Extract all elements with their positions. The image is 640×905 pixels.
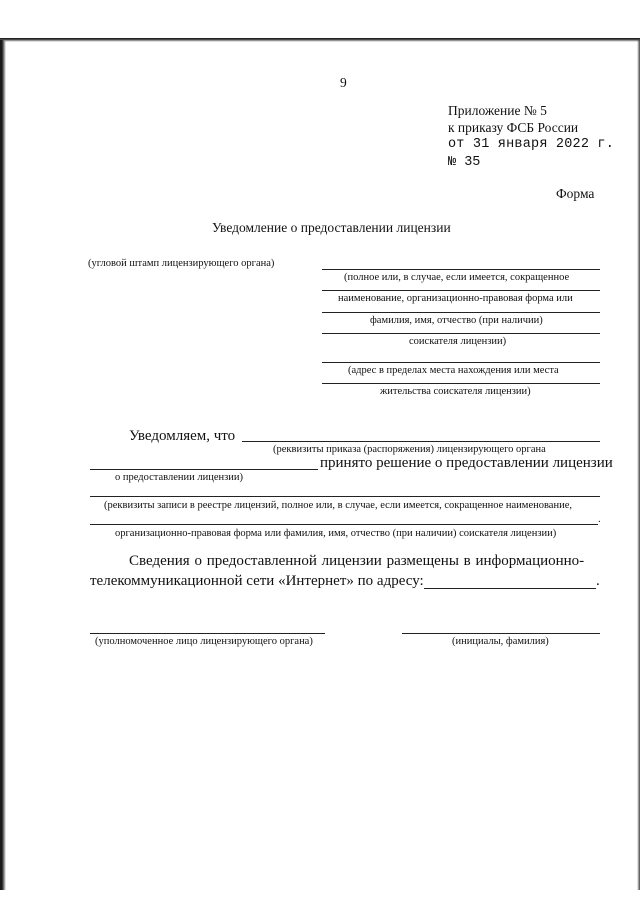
info-line-1: Сведения о предоставленной лицензии размещены в информационно- (129, 553, 585, 569)
order-caption: (реквизиты приказа (распоряжения) лицензирующего органа (273, 444, 546, 455)
info-end-period: . (596, 573, 600, 589)
addressee-line-2 (322, 290, 600, 291)
scan-edge-left (0, 40, 6, 890)
addressee-line-4 (322, 333, 600, 334)
addressee-caption-2: наименование, организационно-правовая форма или (338, 293, 573, 304)
decision-text: принято решение о предоставлении лицензии (320, 455, 613, 471)
official-caption: (уполномоченное лицо лицензирующего органа) (95, 636, 313, 647)
registry-caption-2: организационно-правовая форма или фамилия, имя, отчество (при наличии) соискателя лицензии) (115, 528, 557, 539)
form-label: Форма (556, 186, 595, 201)
appendix-line-2: к приказу ФСБ России (448, 120, 579, 135)
document-title: Уведомление о предоставлении лицензии (212, 220, 451, 235)
registry-line-2 (90, 524, 598, 525)
registry-caption-1: (реквизиты записи в реестре лицензий, полное или, в случае, если имеется, сокращенное наименование, (104, 500, 572, 511)
order-caption-2: о предоставлении лицензии) (115, 472, 243, 483)
address-line-2 (322, 383, 600, 384)
initials-line (402, 633, 600, 634)
appendix-line-3: от 31 января 2022 г. (448, 137, 615, 152)
internet-address-line (424, 588, 596, 589)
official-signature-line (90, 633, 325, 634)
addressee-caption-4: соискателя лицензии) (409, 336, 507, 347)
scan-edge-top (0, 38, 640, 42)
address-line-1 (322, 362, 600, 363)
addressee-caption-1: (полное или, в случае, если имеется, сокращенное (344, 272, 570, 283)
appendix-line-1: Приложение № 5 (448, 103, 547, 118)
info-line-2: телекоммуникационной сети «Интернет» по адресу: (90, 573, 424, 589)
page-number: 9 (340, 75, 347, 90)
initials-caption: (инициалы, фамилия) (452, 636, 549, 647)
stamp-caption: (угловой штамп лицензирующего органа) (88, 258, 275, 269)
addressee-caption-3: фамилия, имя, отчество (при наличии) (370, 315, 543, 326)
appendix-line-4: № 35 (448, 155, 481, 170)
address-caption-2: жительства соискателя лицензии) (380, 386, 531, 397)
registry-line-1 (90, 496, 600, 497)
order-details-line-2 (90, 469, 318, 470)
address-caption-1: (адрес в пределах места нахождения или места (348, 365, 559, 376)
order-details-line (242, 441, 600, 442)
addressee-line-3 (322, 312, 600, 313)
registry-end-period: . (598, 514, 601, 525)
notify-text: Уведомляем, что (129, 428, 236, 444)
addressee-line-1 (322, 269, 600, 270)
